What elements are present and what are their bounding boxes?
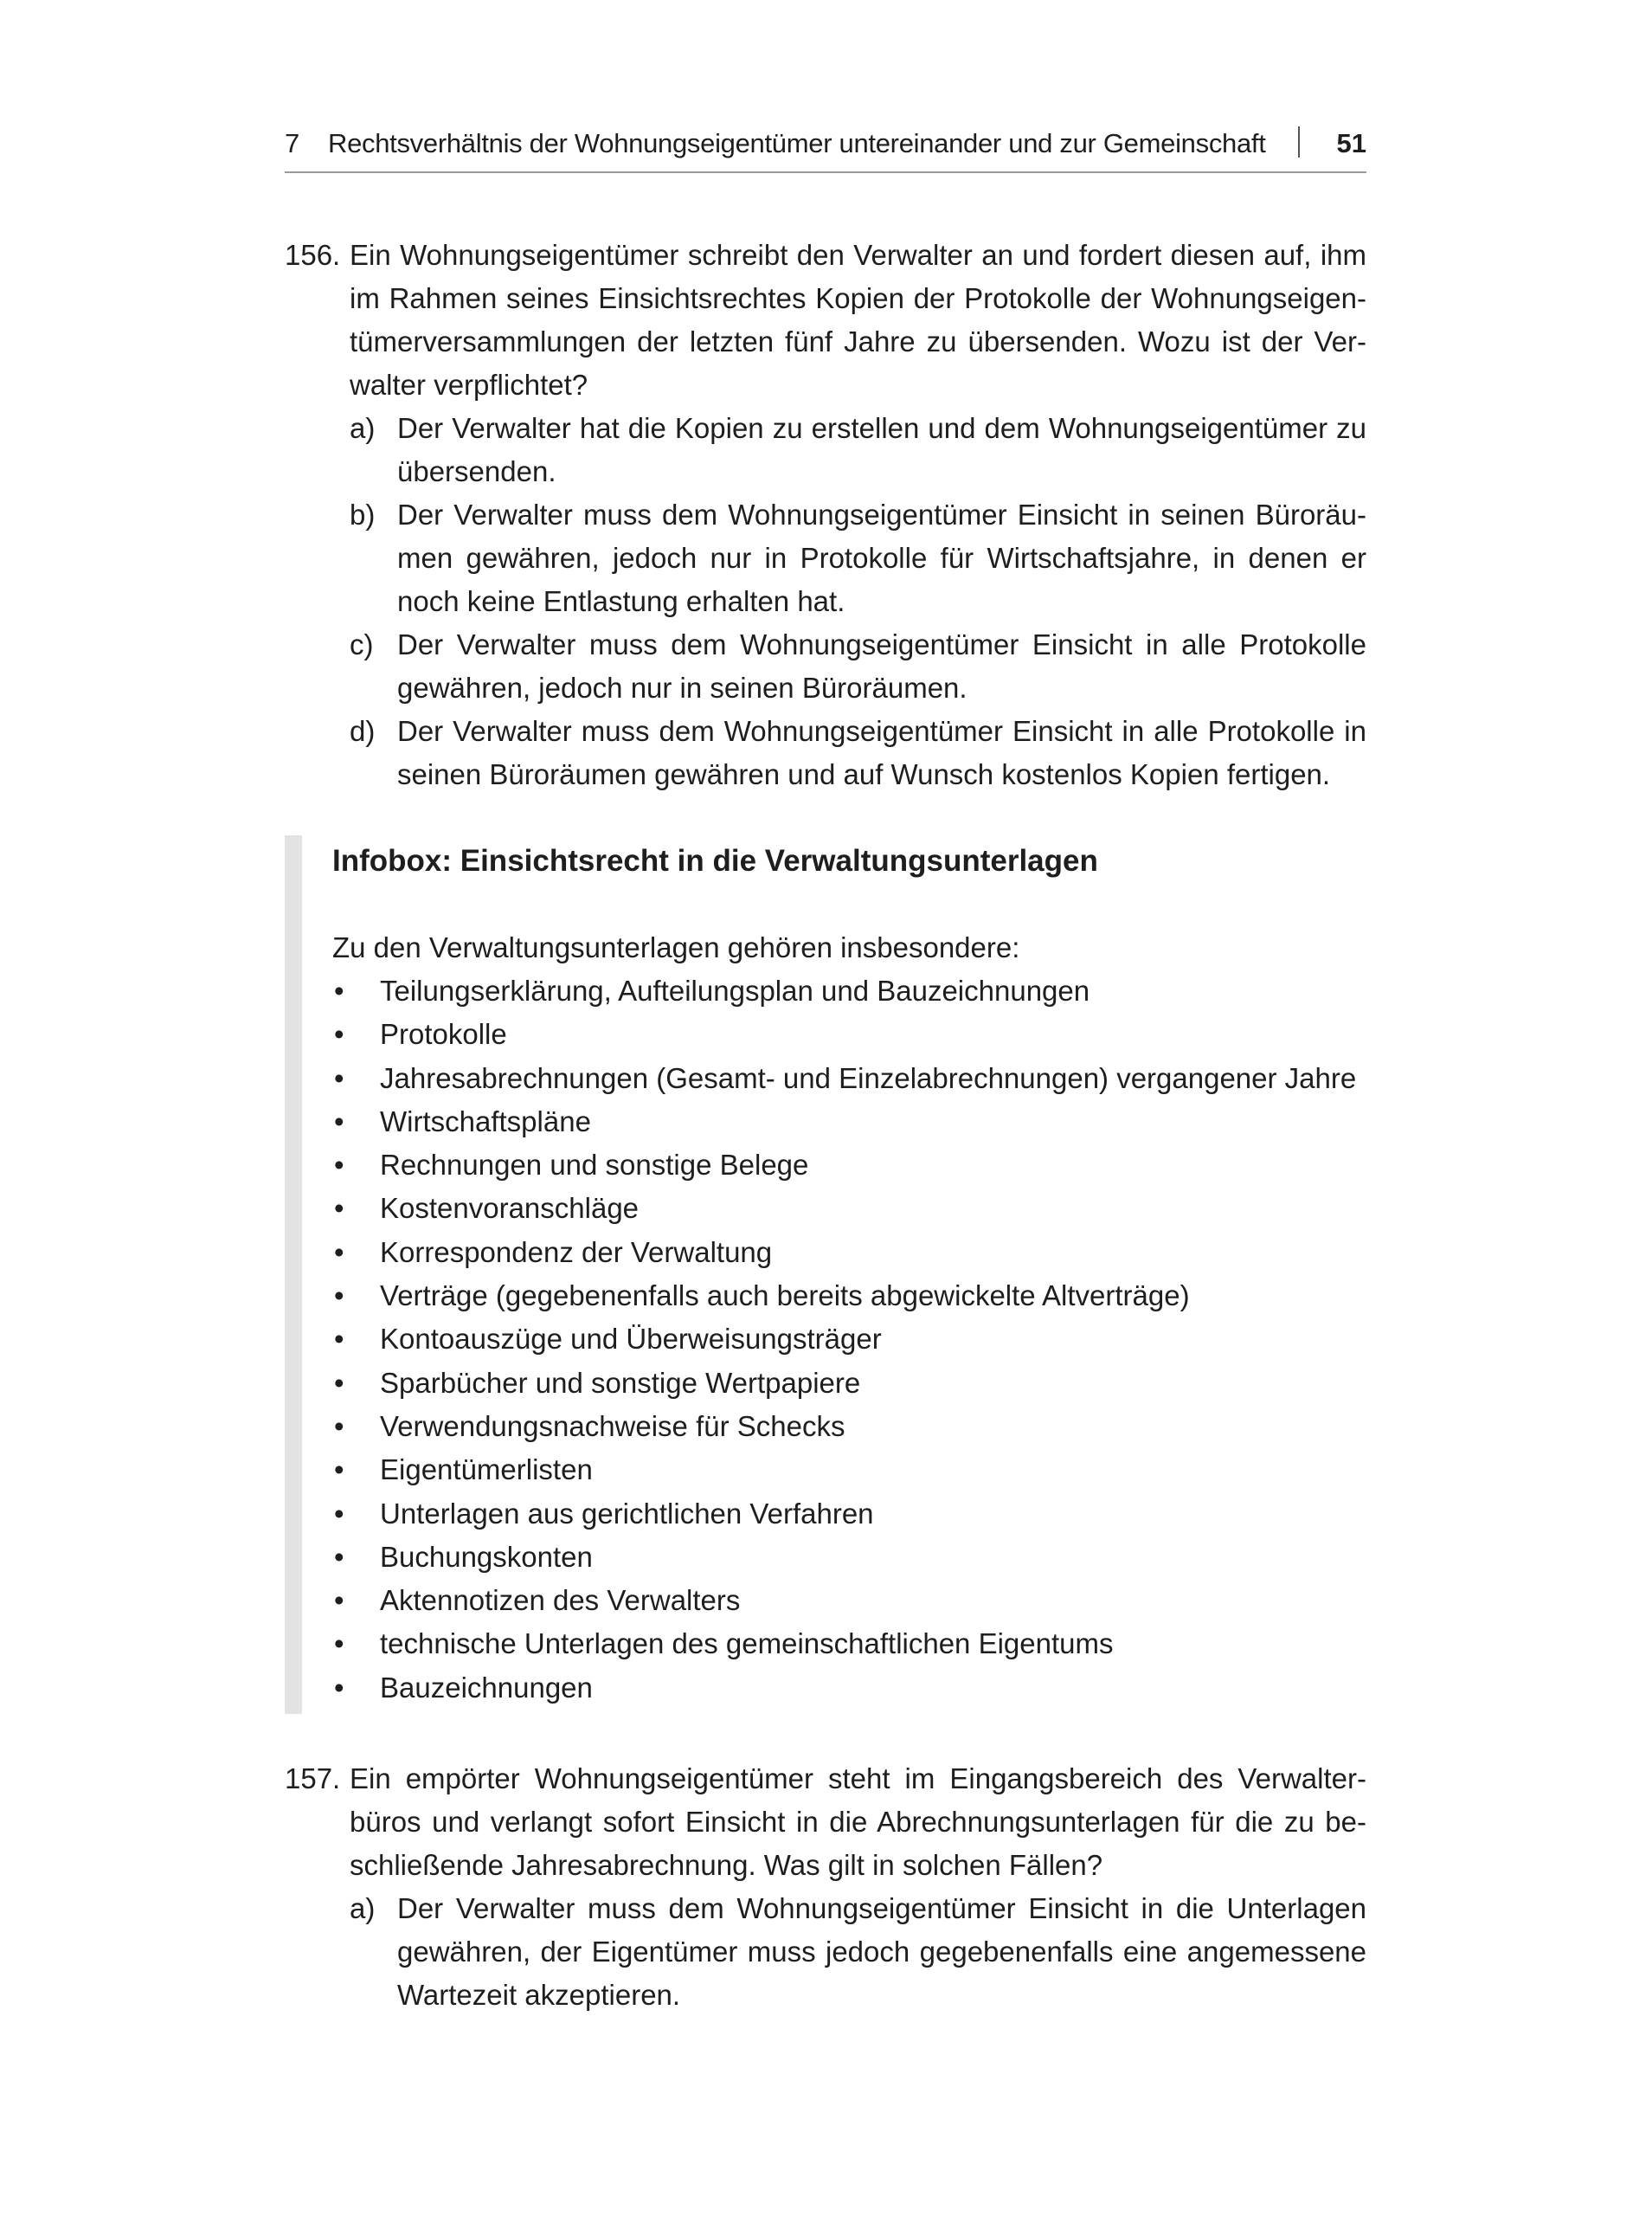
list-item <box>332 1579 1356 1622</box>
page-number: 51 <box>1336 128 1366 158</box>
option-text: Der Verwalter muss dem Wohnungseigentümer Einsicht in alle Protokolle gewähren, jedoch nur in seinen Büroräumen. <box>397 628 1366 704</box>
list-item-text: Buchungskonten <box>380 1540 593 1573</box>
bullet-icon: • <box>334 1671 344 1704</box>
list-item-text: Aktennotizen des Verwalters <box>380 1584 741 1617</box>
list-item <box>332 1187 1356 1230</box>
list-item-text: Kontoauszüge und Überweisungsträger <box>380 1323 882 1356</box>
answer-option-b <box>285 493 1366 623</box>
list-item <box>332 1274 1356 1317</box>
list-item-text: Verwendungsnachweise für Schecks <box>380 1409 845 1442</box>
list-item-text: Bauzeichnungen <box>380 1671 593 1704</box>
list-item-text: Sparbücher und sonstige Wertpapiere <box>380 1366 861 1399</box>
question-text: Ein empörter Wohnungseigentümer steht im Eingangsbereich des Verwalterbüros und verlangt sofort Einsicht in die Abrechnungsunterlagen für die zu beschließende Jahresabrechnung. Was gilt in solchen Fällen? <box>350 1762 1366 1881</box>
bullet-icon: • <box>334 1192 344 1225</box>
list-item <box>332 1362 1356 1405</box>
option-letter: d) <box>350 715 376 747</box>
list-item <box>332 1143 1356 1187</box>
option-letter: b) <box>350 499 376 531</box>
list-item <box>332 1231 1356 1274</box>
list-item <box>332 1492 1356 1536</box>
list-item <box>332 1536 1356 1579</box>
list-item <box>332 1317 1356 1361</box>
infobox-intro: Zu den Verwaltungsunterlagen gehören insbesondere: <box>332 931 1020 963</box>
answer-option-c <box>285 623 1366 710</box>
question-number: 156. <box>285 239 341 271</box>
answer-option-a <box>285 407 1366 493</box>
list-item <box>332 1448 1356 1491</box>
option-letter: c) <box>350 628 374 660</box>
list-item-text: Wirtschaftspläne <box>380 1105 591 1137</box>
answer-option-a <box>285 1887 1366 2017</box>
option-letter: a) <box>350 412 376 444</box>
bullet-icon: • <box>334 1323 344 1356</box>
list-item-text: Protokolle <box>380 1018 507 1051</box>
bullet-icon: • <box>334 1497 344 1530</box>
option-letter: a) <box>350 1892 376 1924</box>
bullet-icon: • <box>334 1061 344 1094</box>
list-item <box>332 1057 1356 1100</box>
bullet-icon: • <box>334 1279 344 1312</box>
option-text: Der Verwalter muss dem Wohnungseigentümer Einsicht in die Unterlagen gewähren, der Eigentümer muss jedoch gegebenenfalls eine angemessene Wartezeit akzeptieren. <box>397 1892 1366 2011</box>
bullet-icon: • <box>334 1627 344 1660</box>
question-text: Ein Wohnungseigentümer schreibt den Verwalter an und fordert diesen auf, ihm im Rahmen seines Einsichtsrechtes Kopien der Protokolle der Wohnungseigentümerversammlungen der letzten fünf Jahre zu übersenden. Wozu ist der Verwalter verpflichtet? <box>350 239 1366 401</box>
option-text: Der Verwalter muss dem Wohnungseigentümer Einsicht in alle Protokolle in seinen Büroräumen gewähren und auf Wunsch kostenlos Kopien fertigen. <box>397 715 1366 790</box>
bullet-icon: • <box>334 1453 344 1486</box>
list-item-text: Kostenvoranschläge <box>380 1192 640 1225</box>
bullet-icon: • <box>334 1584 344 1617</box>
header-separator <box>1298 126 1300 158</box>
option-text: Der Verwalter muss dem Wohnungseigentümer Einsicht in seinen Büroräumen gewähren, jedoch nur in Protokolle für Wirtschaftsjahre, in denen er noch keine Entlastung erhalten hat. <box>397 499 1366 617</box>
list-item-text: Jahresabrechnungen (Gesamt- und Einzelabrechnungen) vergangener Jahre <box>380 1061 1357 1094</box>
bullet-icon: • <box>334 1366 344 1399</box>
list-item-text: Teilungserklärung, Aufteilungsplan und Bauzeichnungen <box>380 975 1090 1007</box>
infobox-list <box>332 970 1356 1710</box>
infobox-title: Infobox: Einsichtsrecht in die Verwaltungsunterlagen <box>332 844 1098 878</box>
list-item-text: Verträge (gegebenenfalls auch bereits abgewickelte Altverträge) <box>380 1279 1190 1312</box>
answer-options <box>285 407 1366 796</box>
question-stem <box>285 234 1366 407</box>
list-item <box>332 1100 1356 1143</box>
bullet-icon: • <box>334 975 344 1007</box>
list-item-text: Korrespondenz der Verwaltung <box>380 1235 773 1268</box>
list-item <box>332 1666 1356 1710</box>
list-item <box>332 1013 1356 1056</box>
running-header <box>285 119 1366 173</box>
question-157 <box>285 1757 1366 2017</box>
bullet-icon: • <box>334 1409 344 1442</box>
list-item-text: Unterlagen aus gerichtlichen Verfahren <box>380 1497 874 1530</box>
list-item-text: Rechnungen und sonstige Belege <box>380 1149 809 1182</box>
infobox <box>285 835 1366 1714</box>
list-item-text: Eigentümerlisten <box>380 1453 593 1486</box>
list-item <box>332 970 1356 1013</box>
list-item-text: technische Unterlagen des gemeinschaftlichen Eigentums <box>380 1627 1114 1660</box>
bullet-icon: • <box>334 1235 344 1268</box>
answer-options <box>285 1887 1366 2017</box>
question-stem <box>285 1757 1366 1887</box>
bullet-icon: • <box>334 1149 344 1182</box>
answer-option-d <box>285 710 1366 796</box>
question-156 <box>285 234 1366 796</box>
bullet-icon: • <box>334 1105 344 1137</box>
chapter-title: Rechtsverhältnis der Wohnungseigentümer untereinander und zur Gemeinschaft <box>328 128 1266 158</box>
list-item <box>332 1622 1356 1665</box>
option-text: Der Verwalter hat die Kopien zu erstellen und dem Wohnungseigentümer zu übersenden. <box>397 412 1366 487</box>
bullet-icon: • <box>334 1540 344 1573</box>
question-number: 157. <box>285 1762 341 1794</box>
chapter-number: 7 <box>285 128 300 158</box>
bullet-icon: • <box>334 1018 344 1051</box>
list-item <box>332 1405 1356 1448</box>
